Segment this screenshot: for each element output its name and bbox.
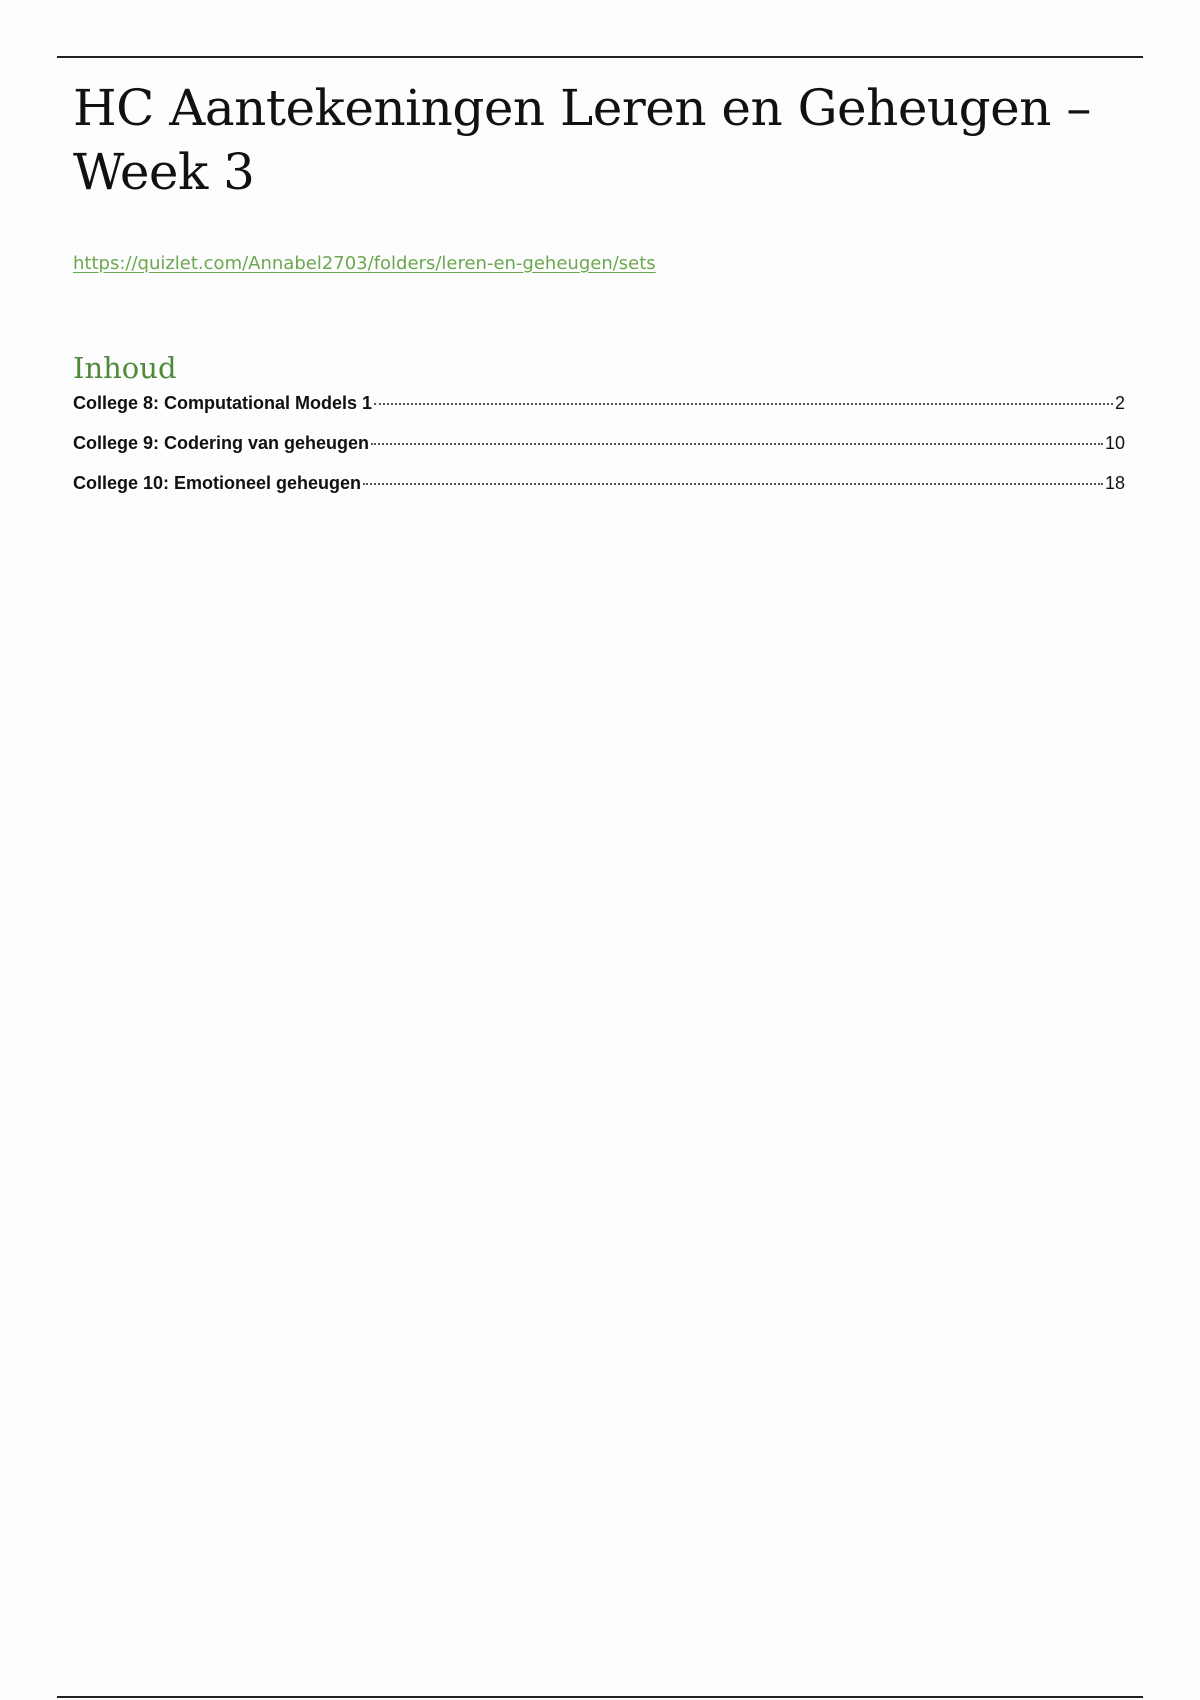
toc-heading: Inhoud — [73, 351, 177, 385]
toc-entry-page: 18 — [1104, 473, 1125, 493]
toc-dot-leader — [371, 443, 1103, 445]
quizlet-link[interactable]: https://quizlet.com/Annabel2703/folders/leren-en-geheugen/sets — [73, 253, 656, 274]
toc-entry-college-9[interactable] — [73, 431, 1125, 471]
document-title: HC Aantekeningen Leren en Geheugen – Week 3 — [73, 79, 1091, 201]
table-of-contents — [73, 391, 1125, 511]
toc-entry-page: 10 — [1104, 433, 1125, 453]
header-rule — [57, 56, 1143, 58]
toc-entry-label: College 9: Codering van geheugen — [73, 433, 370, 453]
toc-entry-label: College 8: Computational Models 1 — [73, 393, 373, 413]
toc-dot-leader — [363, 483, 1103, 485]
toc-entry-college-10[interactable] — [73, 471, 1125, 511]
toc-entry-college-8[interactable] — [73, 391, 1125, 431]
toc-entry-page: 2 — [1114, 393, 1125, 413]
footer-rule — [57, 1696, 1143, 1698]
toc-dot-leader — [374, 403, 1113, 405]
toc-entry-label: College 10: Emotioneel geheugen — [73, 473, 362, 493]
